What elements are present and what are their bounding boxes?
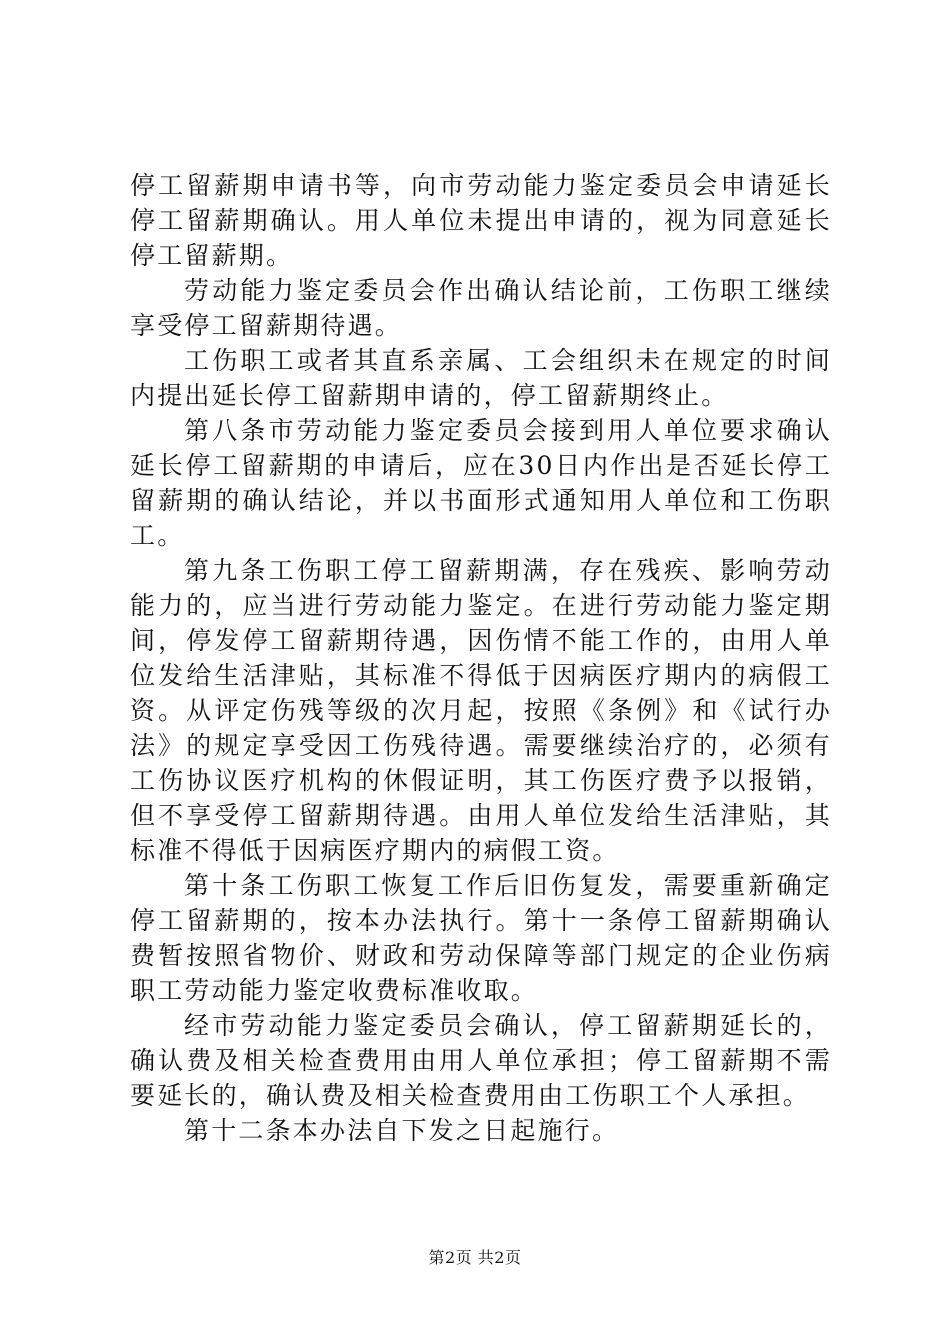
paragraph: 工伤职工或者其直系亲属、工会组织未在规定的时间内提出延长停工留薪期申请的，停工留薪期终止。 xyxy=(130,346,832,410)
paragraph-continuation: 停工留薪期申请书等，向市劳动能力鉴定委员会申请延长停工留薪期确认。用人单位未提出申请的，视为同意延长停工留薪期。 xyxy=(130,171,832,270)
document-body xyxy=(130,168,832,1148)
paragraph-article-10-11: 第十条工伤职工恢复工作后旧伤复发，需要重新确定停工留薪期的，按本办法执行。第十一条停工留薪期确认费暂按照省物价、财政和劳动保障等部门规定的企业伤病职工劳动能力鉴定收费标准收取。 xyxy=(130,871,832,1005)
paragraph: 经市劳动能力鉴定委员会确认，停工留薪期延长的，确认费及相关检查费用由用人单位承担；停工留薪期不需要延长的，确认费及相关检查费用由工伤职工个人承担。 xyxy=(130,1011,832,1110)
page-number-footer: 第2页 共2页 xyxy=(428,1248,522,1267)
paragraph-article-12: 第十二条本办法自下发之日起施行。 xyxy=(184,1116,620,1145)
paragraph: 劳动能力鉴定委员会作出确认结论前，工伤职工继续享受停工留薪期待遇。 xyxy=(130,276,832,340)
paragraph-article-9: 第九条工伤职工停工留薪期满，存在残疾、影响劳动能力的，应当进行劳动能力鉴定。在进行劳动能力鉴定期间，停发停工留薪期待遇，因伤情不能工作的，由用人单位发给生活津贴，其标准不得低于因病医疗期内的病假工资。从评定伤残等级的次月起，按照《条例》和《试行办法》的规定享受因工伤残待遇。需要继续治疗的，必须有工伤协议医疗机构的休假证明，其工伤医疗费予以报销，但不享受停工留薪期待遇。由用人单位发给生活津贴，其标准不得低于因病医疗期内的病假工资。 xyxy=(130,556,832,865)
paragraph-article-8: 第八条市劳动能力鉴定委员会接到用人单位要求确认延长停工留薪期的申请后，应在30日内作出是否延长停工留薪期的确认结论，并以书面形式通知用人单位和工伤职工。 xyxy=(130,416,832,550)
